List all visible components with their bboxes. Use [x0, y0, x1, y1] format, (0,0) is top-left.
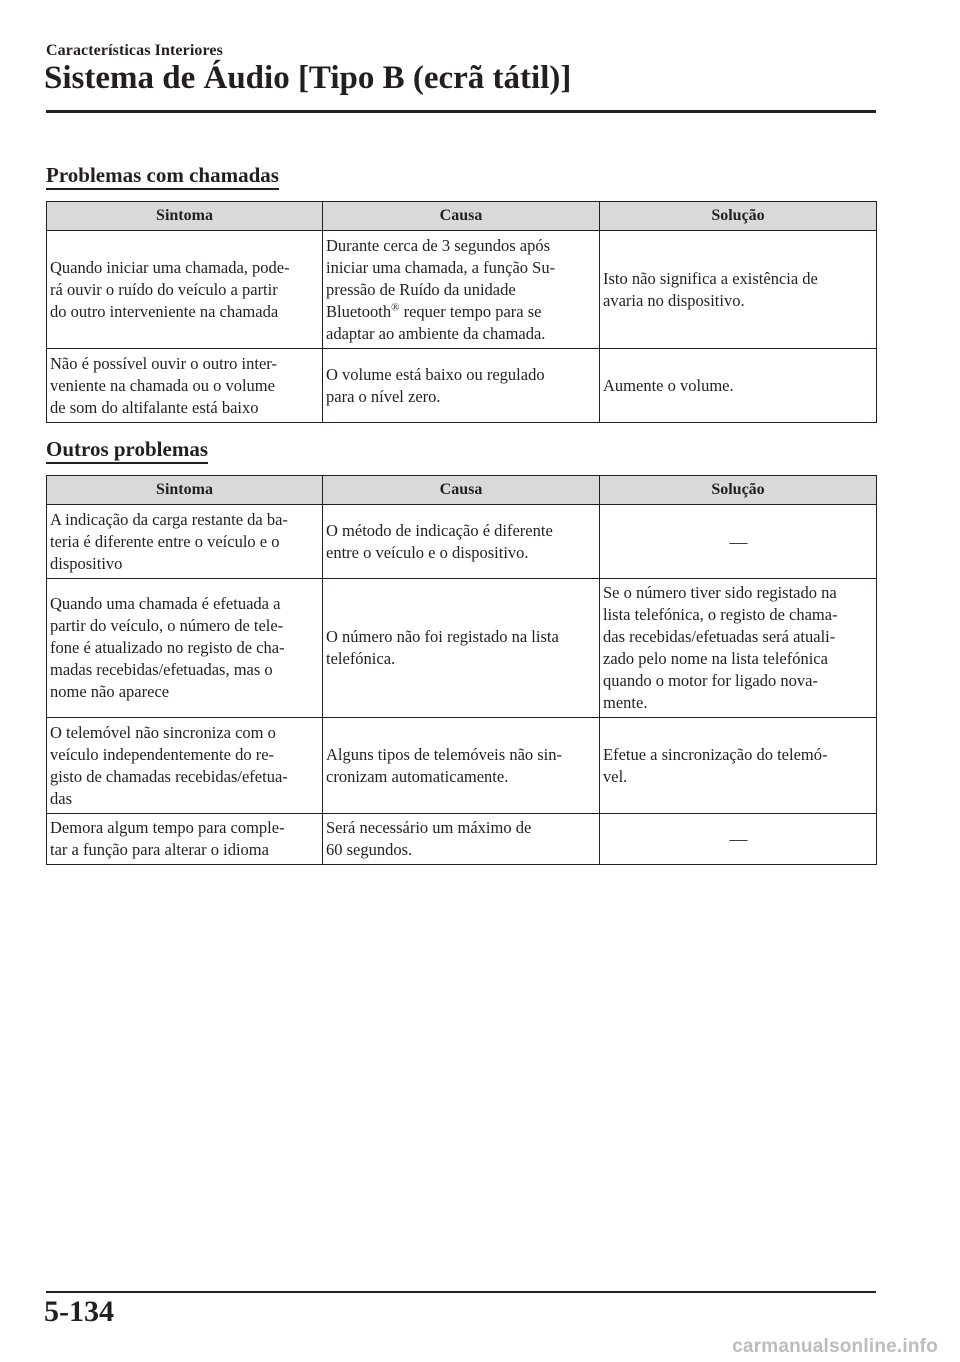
- causa-cell: Será necessário um máximo de 60 segundos.: [323, 814, 600, 865]
- causa-text-part: requer tempo para se adaptar ao ambiente da chamada.: [326, 301, 546, 343]
- table-row: [47, 718, 877, 814]
- solucao-cell: —: [600, 505, 877, 579]
- solucao-cell: Efetue a sincronização do telemó- vel.: [600, 718, 877, 814]
- page-title: Sistema de Áudio [Tipo B (ecrã tátil)]: [44, 60, 572, 96]
- watermark: carmanualsonline.info: [732, 1336, 938, 1357]
- column-header-solucao: Solução: [600, 476, 877, 505]
- sintoma-cell: Não é possível ouvir o outro inter- veniente na chamada ou o volume de som do altifalante está baixo: [47, 349, 323, 423]
- table-row: [47, 505, 877, 579]
- causa-cell: [323, 231, 600, 349]
- column-header-sintoma: Sintoma: [47, 476, 323, 505]
- footer-divider: [46, 1291, 876, 1293]
- solucao-cell: Se o número tiver sido registado na lista telefónica, o registo de chama- das recebidas/efetuadas será atuali- zado pelo nome na lista telefónica quando o motor for ligado nova- mente.: [600, 579, 877, 718]
- others-table: [46, 475, 877, 865]
- solucao-cell: —: [600, 814, 877, 865]
- solucao-cell: Aumente o volume.: [600, 349, 877, 423]
- table-row: [47, 231, 877, 349]
- causa-text-part: Durante cerca de 3 segundos após iniciar uma chamada, a função Su- pressão de Ruído da unidade Bluetooth: [326, 235, 556, 321]
- page-number: 5-134: [44, 1295, 114, 1328]
- registered-mark: ®: [391, 301, 400, 313]
- table-row: [47, 814, 877, 865]
- column-header-causa: Causa: [323, 476, 600, 505]
- table-header-row: [47, 476, 877, 505]
- section-label: Características Interiores: [46, 42, 223, 59]
- table-row: [47, 579, 877, 718]
- table-header-row: [47, 202, 877, 231]
- calls-table: [46, 201, 877, 423]
- calls-heading: Problemas com chamadas: [46, 163, 279, 190]
- column-header-causa: Causa: [323, 202, 600, 231]
- solucao-cell: Isto não significa a existência de avaria no dispositivo.: [600, 231, 877, 349]
- table-row: [47, 349, 877, 423]
- others-heading: Outros problemas: [46, 437, 208, 464]
- causa-cell: O número não foi registado na lista telefónica.: [323, 579, 600, 718]
- sintoma-cell: Demora algum tempo para comple- tar a função para alterar o idioma: [47, 814, 323, 865]
- causa-cell: O método de indicação é diferente entre o veículo e o dispositivo.: [323, 505, 600, 579]
- sintoma-cell: A indicação da carga restante da ba- teria é diferente entre o veículo e o dispositivo: [47, 505, 323, 579]
- sintoma-cell: Quando uma chamada é efetuada a partir do veículo, o número de tele- fone é atualizado no registo de cha- madas recebidas/efetuadas, mas o nome não aparece: [47, 579, 323, 718]
- causa-cell: O volume está baixo ou regulado para o nível zero.: [323, 349, 600, 423]
- title-divider: [46, 110, 876, 113]
- sintoma-cell: Quando iniciar uma chamada, pode- rá ouvir o ruído do veículo a partir do outro interveniente na chamada: [47, 231, 323, 349]
- causa-cell: Alguns tipos de telemóveis não sin- cronizam automaticamente.: [323, 718, 600, 814]
- column-header-sintoma: Sintoma: [47, 202, 323, 231]
- sintoma-cell: O telemóvel não sincroniza com o veículo independentemente do re- gisto de chamadas recebidas/efetua- das: [47, 718, 323, 814]
- column-header-solucao: Solução: [600, 202, 877, 231]
